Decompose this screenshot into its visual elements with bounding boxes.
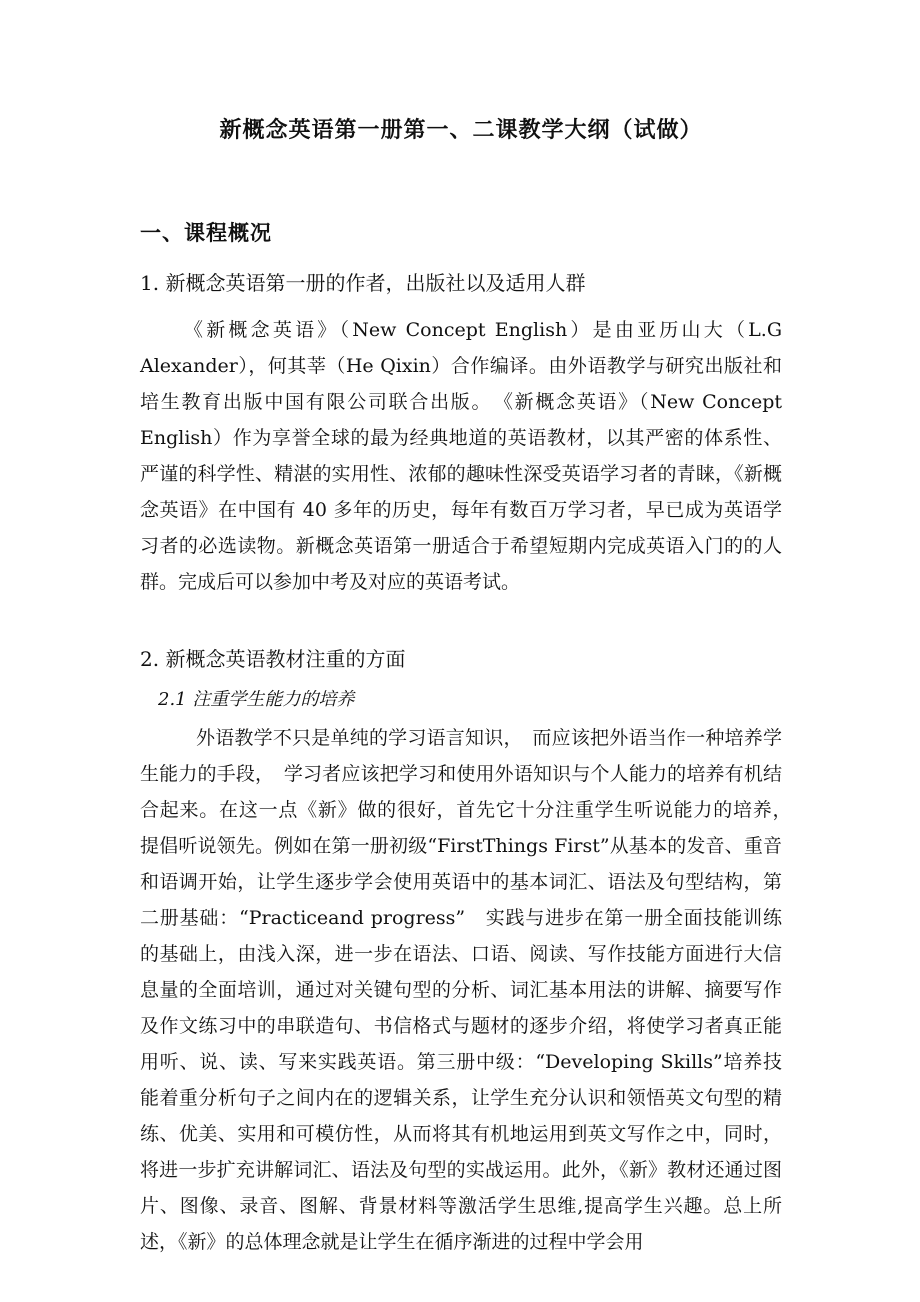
heading-item-2-textbook-focus: 2. 新概念英语教材注重的方面 bbox=[140, 647, 406, 671]
document-title: 新概念英语第一册第一、二课教学大纲（试做） bbox=[219, 117, 703, 143]
paragraph-item-2-1: 外语教学不只是单纯的学习语言知识， 而应该把外语当作一种培养学生能力的手段， 学习者应该把学习和使用外语知识与个人能力的培养有机结合起来。在这一点《新》做的很好，首先它十分注重学生听说能力的培养， 提倡听说领先。例如在第一册初级“FirstThings First”从基本的发音、重音和语调开始，让学生逐步学会使用英语中的基本词汇、语法及句型结构，第二册基础：“Practiceand progress” 实践与进步在第一册全面技能训练的基础上，由浅入深，进一步在语法、口语、阅读、写作技能方面进行大信息量的全面培训，通过对关键句型的分析、词汇基本用法的讲解、摘要写作及作文练习中的串联造句、书信格式与题材的逐步介绍，将使学习者真正能用听、说、读、写来实践英语。第三册中级：“Developing Skills”培养技能着重分析句子之间内在的逻辑关系，让学生充分认识和领悟英文句型的精练、优美、实用和可模仿性，从而将其有机地运用到英文写作之中，同时，将进一步扩充讲解词汇、语法及句型的实战运用。此外，《新》教材还通过图片、图像、录音、图解、背景材料等激活学生思维,提高学生兴趣。总上所述，《新》的总体理念就是让学生在循序渐进的过程中学会用 bbox=[140, 727, 802, 1253]
heading-item-2-1-student-ability: 2.1 注重学生能力的培养 bbox=[158, 689, 355, 710]
section-heading-course-overview: 一、课程概况 bbox=[140, 220, 272, 245]
paragraph-item-1: 《新概念英语》（New Concept English）是由亚历山大（L.G Alexander），何其莘（He Qixin）合作编译。由外语教学与研究出版社和培生教育出版中国有限公司联合出版。 《新概念英语》（New Concept English）作为享誉全球的最为经典地道的英语教材，以其严密的体系性、严谨的科学性、精湛的实用性、浓郁的趣味性深受英语学习者的青睐，《新概念英语》在中国有 40 多年的历史，每年有数百万学习者，早已成为英语学习者的必选读物。新概念英语第一册适合于希望短期内完成英语入门的的人群。完成后可以参加中考及对应的英语考试。 bbox=[140, 319, 782, 593]
heading-item-1-authors-publisher-audience: 1. 新概念英语第一册的作者，出版社以及适用人群 bbox=[140, 271, 586, 295]
